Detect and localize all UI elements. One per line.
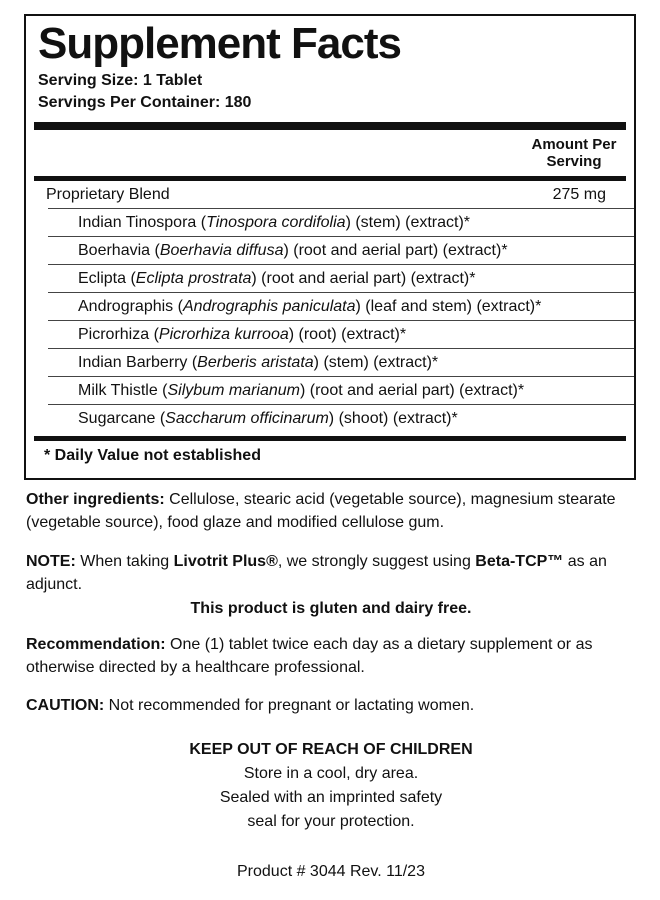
keep-out-of-reach: KEEP OUT OF REACH OF CHILDREN <box>189 741 473 758</box>
ingredient-row: Indian Tinospora (Tinospora cordifolia) (stem) (extract)* <box>48 208 634 236</box>
ingredient-row: Boerhavia (Boerhavia diffusa) (root and aerial part) (extract)* <box>48 236 634 264</box>
ingredient-row: Indian Barberry (Berberis aristata) (stem) (extract)* <box>48 348 634 376</box>
note-text: NOTE: When taking Livotrit Plus®, we strongly suggest using Beta-TCP™ as an adjunct. <box>26 553 607 593</box>
ingredient-row: Andrographis (Andrographis paniculata) (leaf and stem) (extract)* <box>48 292 634 320</box>
serving-size: Serving Size: 1 Tablet <box>38 72 203 89</box>
storage-instructions: KEEP OUT OF REACH OF CHILDREN Store in a cool, dry area. Sealed with an imprinted safety seal for your protection. <box>26 738 636 834</box>
recommendation: Recommendation: One (1) tablet twice each day as a dietary supplement or as otherwise directed by a healthcare professional. <box>26 636 593 676</box>
gluten-dairy-free: This product is gluten and dairy free. <box>190 600 472 617</box>
ingredient-row: Eclipta (Eclipta prostrata) (root and aerial part) (extract)* <box>48 264 634 292</box>
blend-name: Proprietary Blend <box>46 185 170 203</box>
ingredient-row: Sugarcane (Saccharum officinarum) (shoot) (extract)* <box>48 404 634 432</box>
product-code: Product # 3044 Rev. 11/23 <box>237 863 425 880</box>
ingredient-row: Milk Thistle (Silybum marianum) (root and aerial part) (extract)* <box>48 376 634 404</box>
amount-per-serving-header: Amount Per Serving <box>531 136 617 170</box>
blend-row <box>26 181 634 208</box>
other-ingredients: Other ingredients: Cellulose, stearic acid (vegetable source), magnesium stearate (vegetable source), food glaze and modified cellulose gum. <box>26 491 616 531</box>
caution: CAUTION: Not recommended for pregnant or lactating women. <box>26 697 475 714</box>
thick-divider <box>34 122 626 130</box>
facts-title: Supplement Facts <box>38 19 401 68</box>
daily-value-footnote: * Daily Value not established <box>44 447 261 464</box>
servings-per-container: Servings Per Container: 180 <box>38 94 252 111</box>
supplement-facts-panel <box>24 14 636 480</box>
blend-amount: 275 mg <box>552 185 606 203</box>
ingredient-row: Picrorhiza (Picrorhiza kurrooa) (root) (extract)* <box>48 320 634 348</box>
